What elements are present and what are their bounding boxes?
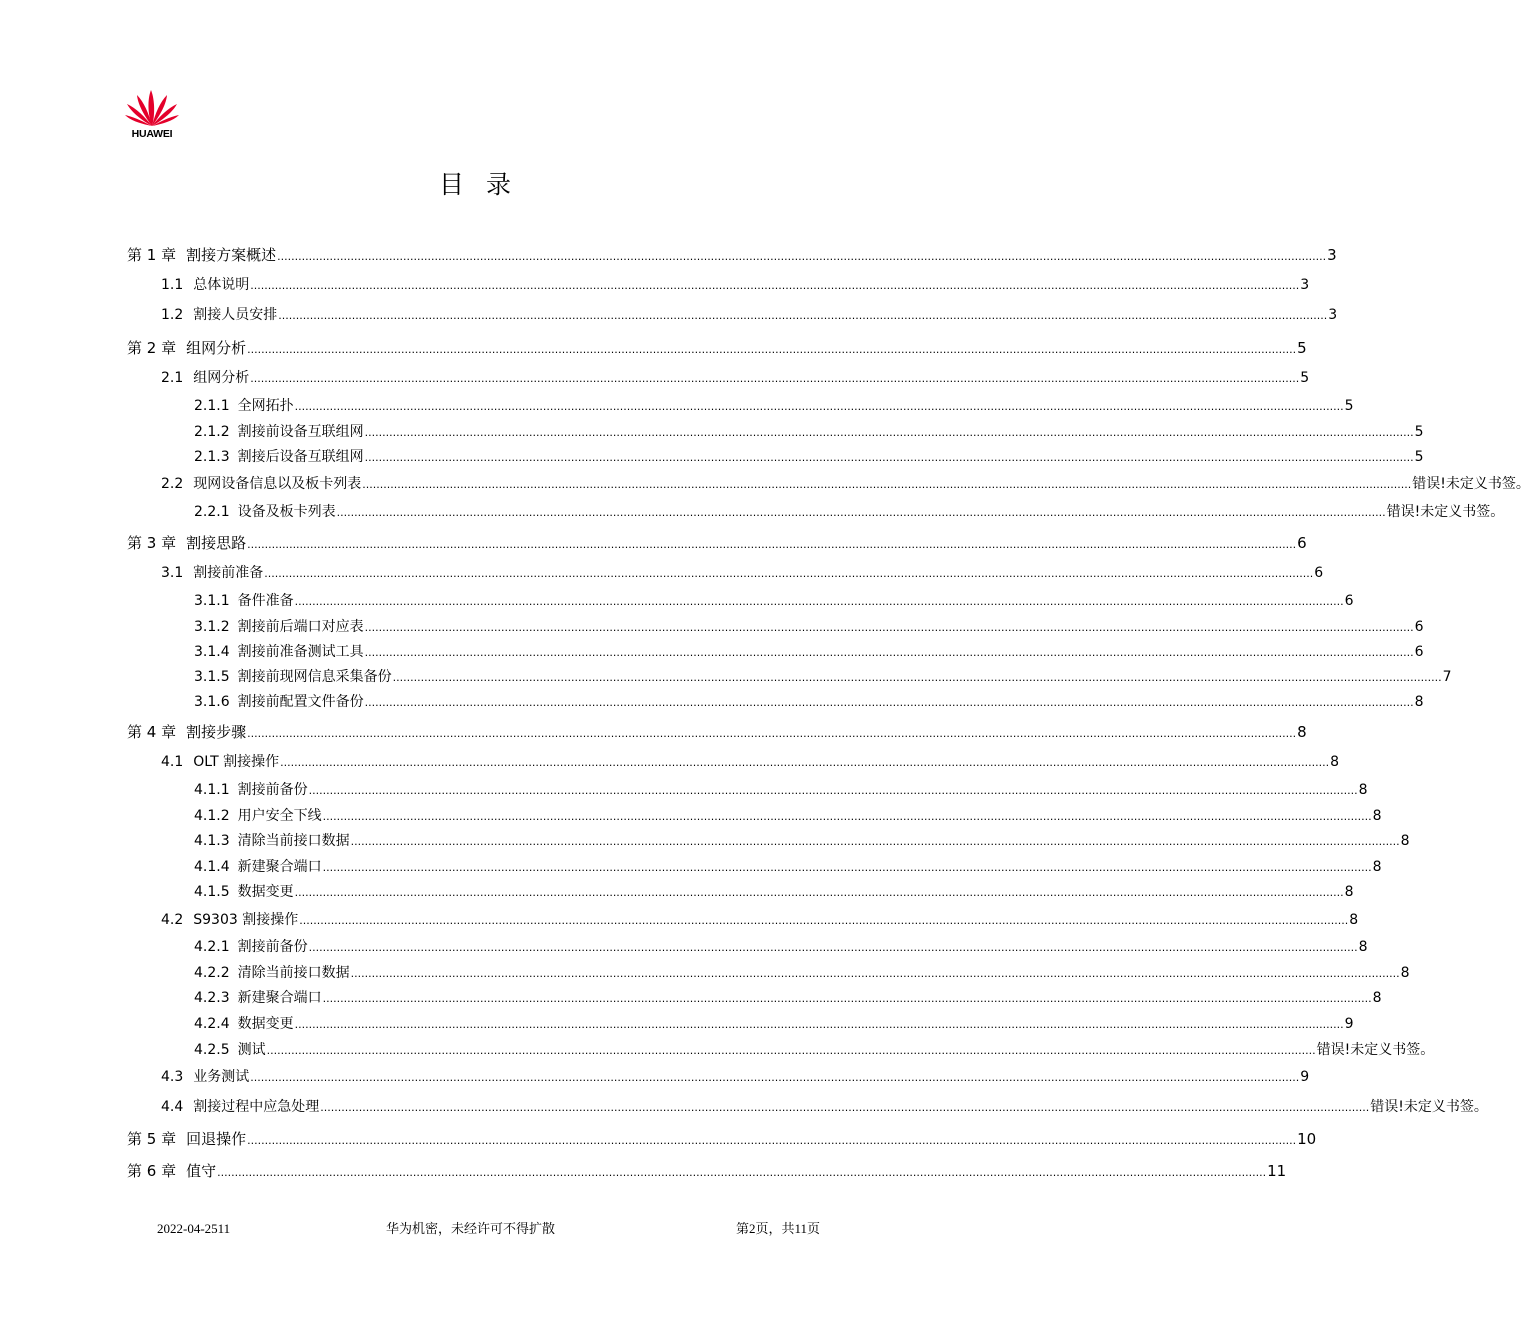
toc-entry[interactable] [127,337,1307,359]
toc-dot-leader: ............................................................................................................................................................................................................................................................................................................ [364,621,1414,634]
toc-entry[interactable] [194,691,1424,713]
toc-entry-number: 第 2 章 [127,339,177,357]
toc-entry-number: 2.2 [161,476,184,492]
toc-entry[interactable] [127,1128,1317,1150]
footer-confidential: 华为机密，未经许可不得扩散 [386,1221,556,1236]
toc-entry-title: 全网拓扑 [237,398,294,414]
toc-entry[interactable] [161,909,1359,931]
toc-entry-title: 割接后设备互联组网 [237,449,364,465]
toc-dot-leader: ............................................................................................................................................................................................................................................................................................................ [320,1101,1370,1114]
toc-dot-leader: ............................................................................................................................................................................................................................................................................................................ [217,1166,1267,1179]
toc-dot-leader: ............................................................................................................................................................................................................................................................................................................ [250,1071,1300,1084]
footer-date: 2022-04-2511 [157,1221,231,1236]
toc-entry[interactable] [161,473,1530,495]
toc-entry[interactable] [194,987,1382,1009]
toc-entry-title: 新建聚合端口 [237,990,322,1006]
toc-entry-title: 割接思路 [186,534,247,552]
toc-dot-leader: ............................................................................................................................................................................................................................................................................................................ [264,567,1314,580]
toc-entry-number: 3.1.2 [194,619,230,635]
toc-entry[interactable] [194,501,1505,523]
toc-dot-leader: ............................................................................................................................................................................................................................................................................................................ [308,784,1358,797]
toc-entry-page: 6 [1297,534,1307,552]
toc-entry[interactable] [194,830,1410,852]
toc-dot-leader: ............................................................................................................................................................................................................................................................................................................ [364,646,1414,659]
toc-entry-number: 4.2.5 [194,1042,230,1058]
toc-entry-number: 4.2.2 [194,965,230,981]
toc-entry-title: 割接前设备互联组网 [237,424,364,440]
toc-entry-number: 2.1.3 [194,449,230,465]
toc-entry-title: 割接前备份 [237,782,308,798]
toc-entry-page: 6 [1414,619,1424,635]
toc-entry-number: 4.2.1 [194,939,230,955]
toc-entry-number: 第 5 章 [127,1130,177,1148]
toc-entry-page: 8 [1372,859,1382,875]
toc-entry-page: 10 [1297,1130,1317,1148]
toc-entry[interactable] [194,395,1354,417]
toc-dot-leader: ............................................................................................................................................................................................................................................................................................................ [294,1018,1344,1031]
toc-entry-page: 8 [1372,808,1382,824]
toc-entry-title: S9303 割接操作 [193,912,299,928]
toc-entry-page: 6 [1344,593,1354,609]
toc-entry-number: 2.1.2 [194,424,230,440]
toc-entry[interactable] [127,1160,1287,1182]
toc-entry-page: 8 [1400,965,1410,981]
toc-entry-title: 数据变更 [237,884,294,900]
toc-dot-leader: ............................................................................................................................................................................................................................................................................................................ [294,595,1344,608]
toc-entry-page: 5 [1414,449,1424,465]
toc-entry[interactable] [194,421,1424,443]
toc-entry[interactable] [194,805,1382,827]
toc-entry[interactable] [194,666,1452,688]
toc-dot-leader: ............................................................................................................................................................................................................................................................................................................ [280,756,1330,769]
toc-title: 目录 [438,170,533,199]
toc-dot-leader: ............................................................................................................................................................................................................................................................................................................ [364,696,1414,709]
toc-entry-page: 3 [1328,307,1338,323]
toc-entry-page: 8 [1358,782,1368,798]
toc-dot-leader: ............................................................................................................................................................................................................................................................................................................ [364,426,1414,439]
toc-entry-page: 错误!未定义书签。 [1386,504,1505,520]
toc-entry-title: 清除当前接口数据 [237,833,350,849]
toc-entry-page: 9 [1344,1016,1354,1032]
toc-entry-page: 3 [1327,246,1337,264]
toc-dot-leader: ............................................................................................................................................................................................................................................................................................................ [322,810,1372,823]
toc-entry-title: 割接前后端口对应表 [237,619,364,635]
toc-dot-leader: ............................................................................................................................................................................................................................................................................................................ [350,967,1400,980]
toc-entry-page: 8 [1330,754,1340,770]
toc-entry-page: 5 [1344,398,1354,414]
toc-dot-leader: ............................................................................................................................................................................................................................................................................................................ [294,886,1344,899]
toc-entry-title: 业务测试 [193,1069,250,1085]
toc-dot-leader: ............................................................................................................................................................................................................................................................................................................ [362,478,1412,491]
toc-entry-page: 6 [1314,565,1324,581]
toc-entry-number: 4.1 [161,754,184,770]
toc-entry-number: 3.1.4 [194,644,230,660]
toc-entry-number: 第 4 章 [127,723,177,741]
toc-entry-title: 割接过程中应急处理 [193,1099,320,1115]
toc-entry-page: 6 [1414,644,1424,660]
toc-entry[interactable] [127,532,1307,554]
toc-entry-page: 8 [1414,694,1424,710]
toc-entry-page: 11 [1267,1162,1287,1180]
toc-entry-title: 组网分析 [193,370,250,386]
toc-dot-leader: ............................................................................................................................................................................................................................................................................................................ [294,400,1344,413]
toc-entry-title: 设备及板卡列表 [237,504,336,520]
toc-dot-leader: ............................................................................................................................................................................................................................................................................................................ [266,1044,1316,1057]
toc-dot-leader: ............................................................................................................................................................................................................................................................................................................ [247,727,1297,740]
toc-dot-leader: ............................................................................................................................................................................................................................................................................................................ [247,538,1297,551]
toc-entry-page: 8 [1297,723,1307,741]
toc-entry-page: 8 [1358,939,1368,955]
toc-entry-title: 割接前准备测试工具 [237,644,364,660]
toc-entry[interactable] [194,779,1368,801]
toc-entry[interactable] [161,304,1338,326]
toc-entry-page: 5 [1297,339,1307,357]
toc-entry-title: 割接前备份 [237,939,308,955]
toc-entry-title: 用户安全下线 [237,808,322,824]
toc-dot-leader: ............................................................................................................................................................................................................................................................................................................ [277,250,1327,263]
toc-dot-leader: ............................................................................................................................................................................................................................................................................................................ [392,671,1442,684]
logo-wordmark: HUAWEI [131,128,173,140]
toc-entry[interactable] [194,641,1424,663]
toc-dot-leader: ............................................................................................................................................................................................................................................................................................................ [308,941,1358,954]
toc-entry-page: 8 [1349,912,1359,928]
toc-entry-page: 8 [1372,990,1382,1006]
toc-entry-number: 3.1.1 [194,593,230,609]
toc-entry-number: 4.1.1 [194,782,230,798]
toc-entry-title: 新建聚合端口 [237,859,322,875]
toc-entry-number: 4.1.5 [194,884,230,900]
toc-entry-title: OLT 割接操作 [193,754,280,770]
toc-entry-title: 备件准备 [237,593,294,609]
toc-entry-title: 回退操作 [186,1130,247,1148]
toc-entry-page: 错误!未定义书签。 [1316,1042,1435,1058]
toc-entry-title: 清除当前接口数据 [237,965,350,981]
toc-dot-leader: ............................................................................................................................................................................................................................................................................................................ [299,914,1349,927]
toc-entry-page: 5 [1300,370,1310,386]
toc-entry-title: 割接前配置文件备份 [237,694,364,710]
toc-dot-leader: ............................................................................................................................................................................................................................................................................................................ [278,309,1328,322]
toc-entry-number: 4.2.3 [194,990,230,1006]
toc-entry[interactable] [194,936,1368,958]
toc-entry-title: 割接前准备 [193,565,264,581]
toc-entry[interactable] [194,1039,1435,1061]
toc-entry[interactable] [194,962,1410,984]
toc-entry-title: 组网分析 [186,339,247,357]
toc-entry-number: 3.1 [161,565,184,581]
toc-entry-number: 第 3 章 [127,534,177,552]
toc-dot-leader: ............................................................................................................................................................................................................................................................................................................ [247,1134,1297,1147]
toc-dot-leader: ............................................................................................................................................................................................................................................................................................................ [250,279,1300,292]
toc-entry[interactable] [161,1066,1310,1088]
toc-entry[interactable] [161,367,1310,389]
toc-entry-page: 8 [1400,833,1410,849]
toc-entry-page: 错误!未定义书签。 [1412,476,1530,492]
toc-entry-number: 4.3 [161,1069,184,1085]
toc-entry-page: 9 [1300,1069,1310,1085]
toc-entry-number: 4.2.4 [194,1016,230,1032]
toc-dot-leader: ............................................................................................................................................................................................................................................................................................................ [322,992,1372,1005]
toc-entry-title: 割接方案概述 [186,246,277,264]
toc-dot-leader: ............................................................................................................................................................................................................................................................................................................ [322,861,1372,874]
toc-entry[interactable] [161,274,1310,296]
toc-entry-number: 4.1.3 [194,833,230,849]
toc-entry-page: 7 [1442,669,1452,685]
toc-entry-page: 3 [1300,277,1310,293]
toc-entry[interactable] [161,562,1324,584]
toc-entry[interactable] [161,1096,1488,1118]
toc-entry-number: 4.1.2 [194,808,230,824]
toc-entry-number: 第 1 章 [127,246,177,264]
toc-entry-title: 值守 [186,1162,217,1180]
toc-dot-leader: ............................................................................................................................................................................................................................................................................................................ [250,372,1300,385]
toc-entry-number: 4.2 [161,912,184,928]
toc-dot-leader: ............................................................................................................................................................................................................................................................................................................ [364,451,1414,464]
toc-entry[interactable] [194,881,1354,903]
toc-entry-title: 数据变更 [237,1016,294,1032]
toc-entry-number: 2.1 [161,370,184,386]
toc-entry-number: 4.4 [161,1099,184,1115]
toc-entry-number: 2.2.1 [194,504,230,520]
toc-entry-page: 8 [1344,884,1354,900]
toc-entry-title: 割接前现网信息采集备份 [237,669,392,685]
toc-entry-title: 割接步骤 [186,723,247,741]
toc-dot-leader: ............................................................................................................................................................................................................................................................................................................ [247,343,1297,356]
toc-entry-title: 现网设备信息以及板卡列表 [193,476,362,492]
toc-entry-number: 1.2 [161,307,184,323]
toc-entry-title: 测试 [237,1042,266,1058]
toc-entry-number: 1.1 [161,277,184,293]
toc-entry[interactable] [194,446,1424,468]
toc-entry-number: 4.1.4 [194,859,230,875]
toc-entry[interactable] [194,590,1354,612]
toc-dot-leader: ............................................................................................................................................................................................................................................................................................................ [350,835,1400,848]
toc-entry-page: 错误!未定义书签。 [1370,1099,1488,1115]
toc-entry-number: 第 6 章 [127,1162,177,1180]
toc-entry[interactable] [194,856,1382,878]
toc-entry[interactable] [194,1013,1354,1035]
toc-entry-number: 3.1.6 [194,694,230,710]
toc-entry[interactable] [127,721,1307,743]
toc-entry-number: 3.1.5 [194,669,230,685]
toc-entry-title: 割接人员安排 [193,307,278,323]
footer-page-info: 第2页，共11页 [736,1221,821,1236]
toc-entry-title: 总体说明 [193,277,250,293]
toc-entry[interactable] [127,244,1337,266]
toc-entry-page: 5 [1414,424,1424,440]
toc-entry[interactable] [194,616,1424,638]
toc-dot-leader: ............................................................................................................................................................................................................................................................................................................ [336,506,1386,519]
toc-entry[interactable] [161,751,1340,773]
toc-entry-number: 2.1.1 [194,398,230,414]
